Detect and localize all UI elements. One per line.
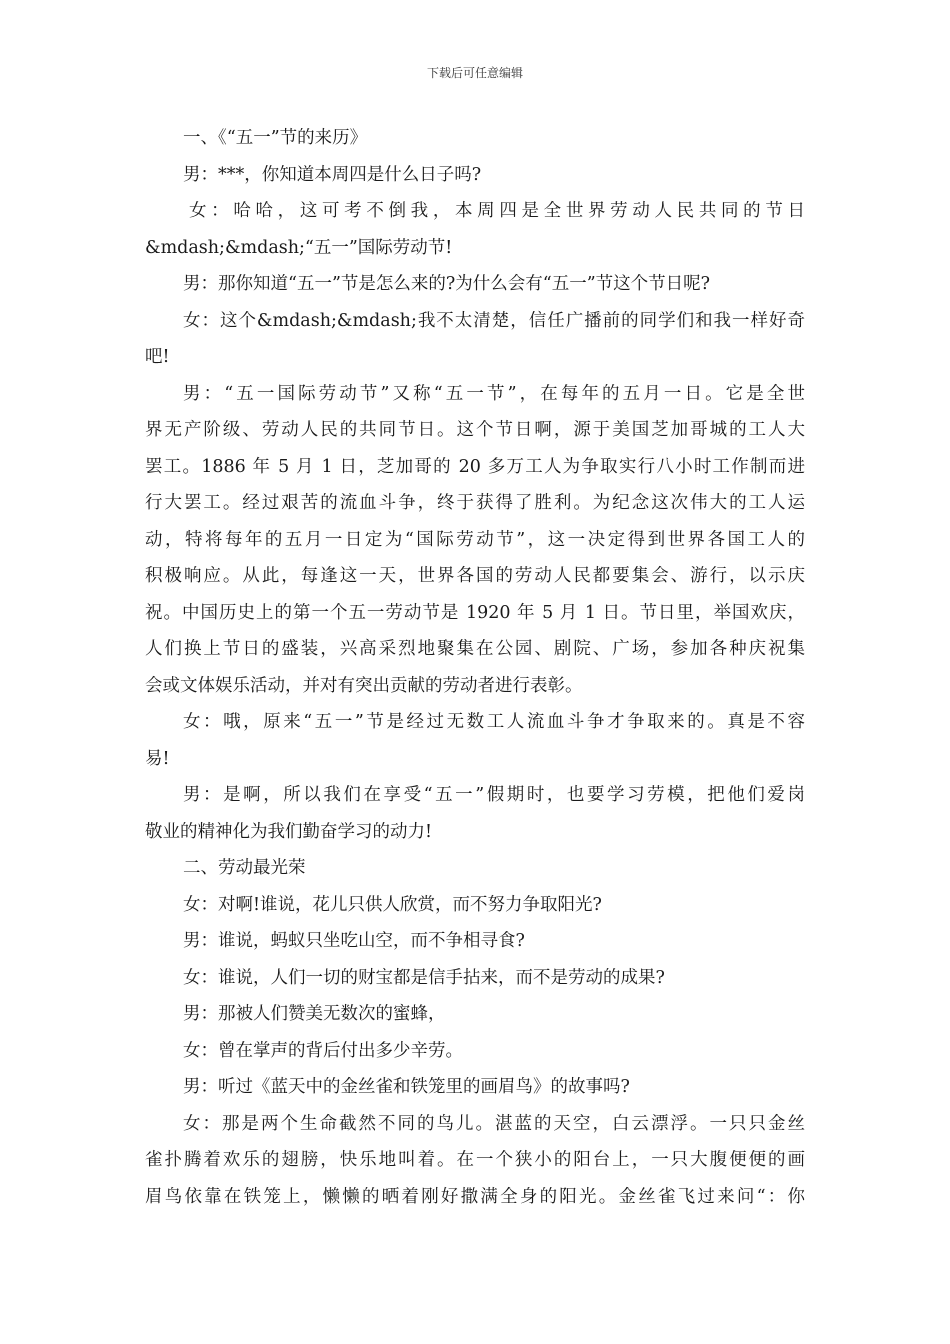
text-line: 二、劳动最光荣 xyxy=(183,858,306,878)
text-line: 男：那被人们赞美无数次的蜜蜂， xyxy=(183,1004,446,1024)
text-line: 男：那你知道“五一”节是怎么来的?为什么会有“五一”节这个节日呢? xyxy=(183,274,711,294)
text-line: 吧! xyxy=(145,347,170,367)
text-line: 雀扑腾着欢乐的翅膀，快乐地叫着。在一个狭小的阳台上，一只大腹便便的画 xyxy=(145,1150,805,1170)
text-line: 易! xyxy=(145,748,170,769)
text-line: &mdash;&mdash;“五一”国际劳动节! xyxy=(145,237,453,258)
text-line: 罢工。1886 年 5 月 1 日，芝加哥的 20 多万工人为争取实行八小时工作制而进 xyxy=(145,456,805,477)
text-line: 男：***，你知道本周四是什么日子吗? xyxy=(183,164,482,185)
text-line: 男：谁说，蚂蚁只坐吃山空，而不争相寻食? xyxy=(183,931,525,951)
text-line: 眉鸟依靠在铁笼上，懒懒的晒着刚好撒满全身的阳光。金丝雀飞过来问“：你 xyxy=(145,1186,805,1207)
text-line: 敬业的精神化为我们勤奋学习的动力! xyxy=(145,821,433,842)
text-line: 行大罢工。经过艰苦的流血斗争，终于获得了胜利。为纪念这次伟大的工人运 xyxy=(145,493,805,513)
text-line: 男：“五一国际劳动节”又称“五一节”，在每年的五月一日。它是全世 xyxy=(183,383,805,404)
text-line: 动，特将每年的五月一日定为“国际劳动节”，这一决定得到世界各国工人的 xyxy=(145,529,805,550)
text-line: 男：是啊，所以我们在享受“五一”假期时，也要学习劳模，把他们爱岗 xyxy=(183,785,805,805)
text-line: 女：曾在掌声的背后付出多少辛劳。 xyxy=(183,1040,463,1061)
text-line: 积极响应。从此，每逢这一天，世界各国的劳动人民都要集会、游行，以示庆 xyxy=(145,566,805,586)
page-header: 下载后可任意编辑 xyxy=(426,66,523,80)
text-line: 祝。中国历史上的第一个五一劳动节是 1920 年 5 月 1 日。节日里，举国欢庆， xyxy=(145,602,805,623)
text-line: 女：谁说，人们一切的财宝都是信手拈来，而不是劳动的成果? xyxy=(183,967,665,988)
document-body xyxy=(145,120,805,1215)
text-line: 人们换上节日的盛装，兴高采烈地聚集在公园、剧院、广场，参加各种庆祝集 xyxy=(145,639,805,659)
text-line: 女：哦，原来“五一”节是经过无数工人流血斗争才争取来的。真是不容 xyxy=(183,712,805,732)
text-line: 女：那是两个生命截然不同的鸟儿。湛蓝的天空，白云漂浮。一只只金丝 xyxy=(183,1113,805,1134)
text-line: 男：听过《蓝天中的金丝雀和铁笼里的画眉鸟》的故事吗? xyxy=(183,1077,630,1097)
text-line: 女：哈哈，这可考不倒我，本周四是全世界劳动人民共同的节日 xyxy=(189,201,805,221)
text-line: 界无产阶级、劳动人民的共同节日。这个节日啊，源于美国芝加哥城的工人大 xyxy=(145,420,805,440)
text-line: 会或文体娱乐活动，并对有突出贡献的劳动者进行表彰。 xyxy=(145,675,583,696)
text-line: 一、《“五一”节的来历》 xyxy=(183,128,368,148)
text-line: 女：这个&mdash;&mdash;我不太清楚，信任广播前的同学们和我一样好奇 xyxy=(183,310,805,331)
text-line: 女：对啊!谁说，花儿只供人欣赏，而不努力争取阳光? xyxy=(183,894,602,915)
